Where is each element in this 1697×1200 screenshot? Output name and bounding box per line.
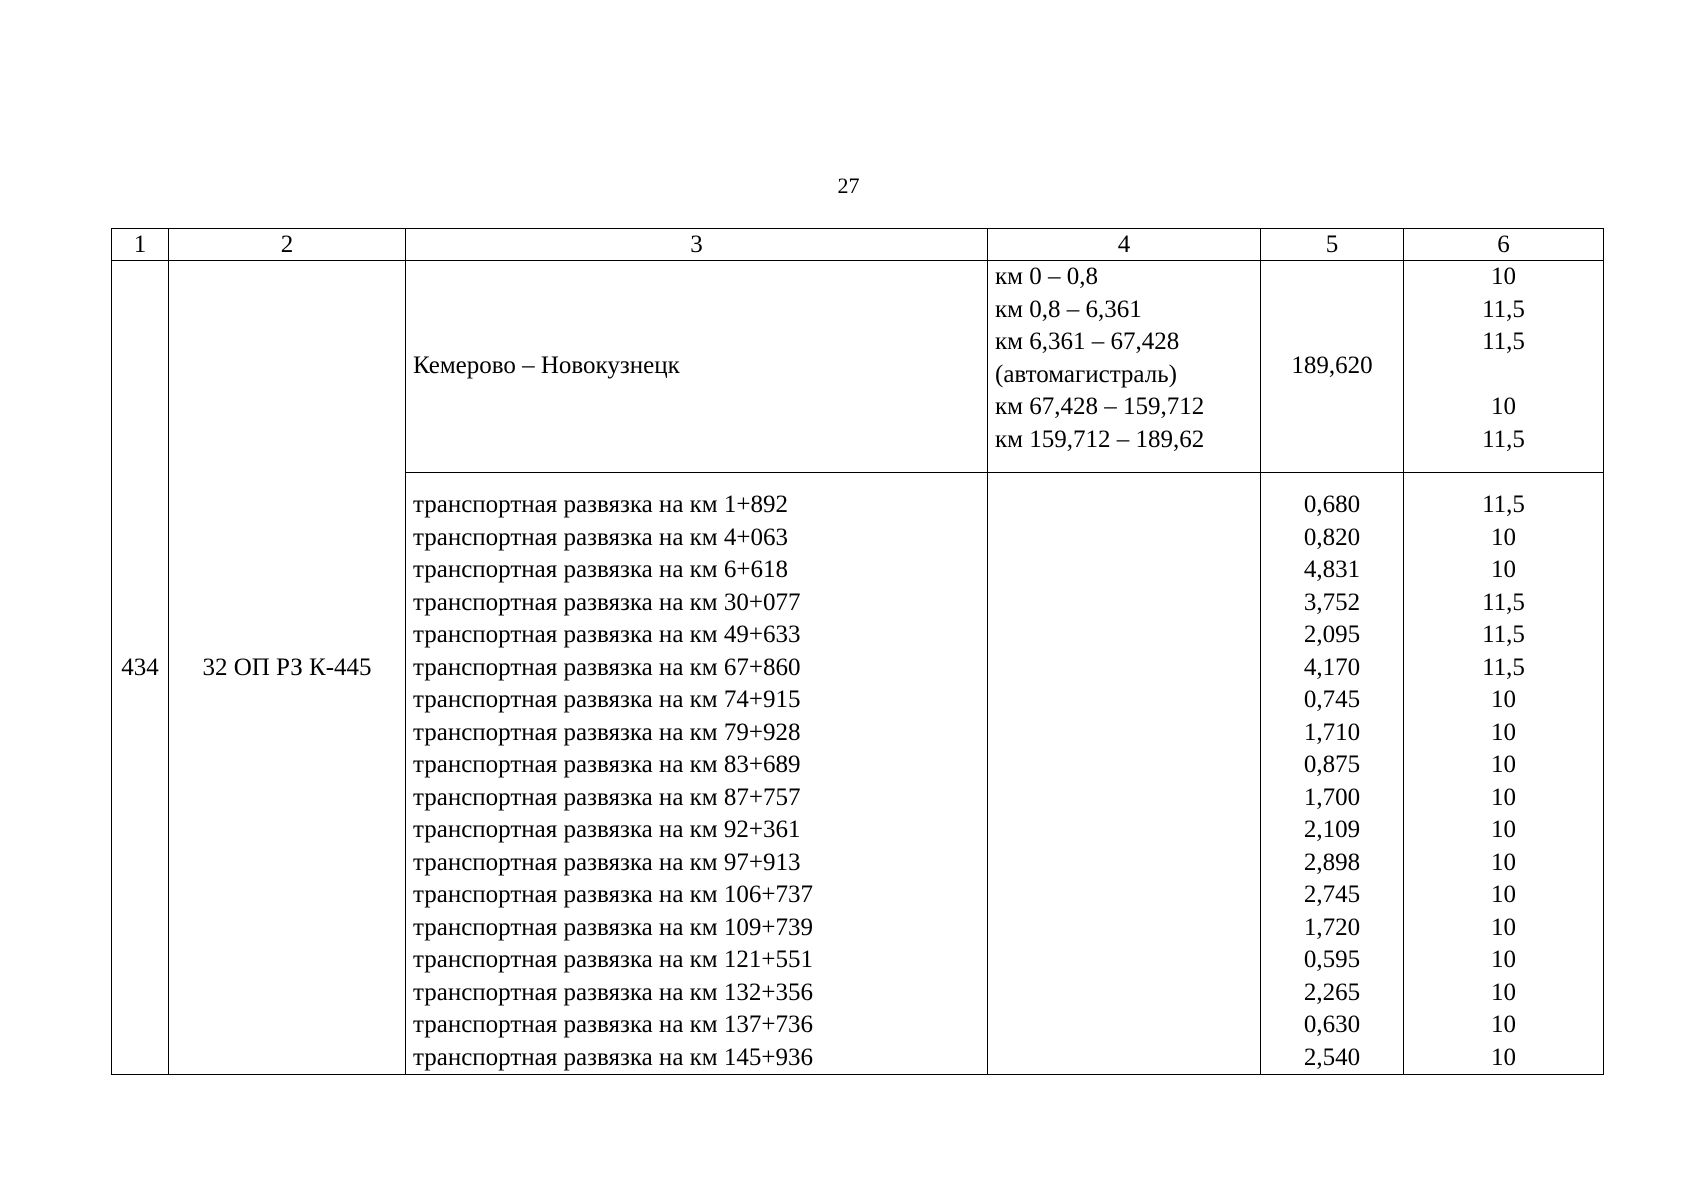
road-length: 189,620 xyxy=(1291,352,1373,380)
interchange-name: транспортная развязка на км 132+356 xyxy=(413,978,813,1006)
interchange-name: транспортная развязка на км 145+936 xyxy=(413,1043,813,1071)
interchange-values-cell xyxy=(1404,473,1604,1075)
interchange-lengths-cell xyxy=(1261,473,1404,1075)
interchange-name: транспортная развязка на км 92+361 xyxy=(413,816,801,843)
interchange-name: транспортная развязка на км 1+892 xyxy=(413,491,788,518)
interchange-length: 1,710 xyxy=(1303,718,1361,746)
interchange-value: 10 xyxy=(1491,978,1516,1006)
section-range: км 0 – 0,8 xyxy=(995,263,1098,290)
interchange-value: 10 xyxy=(1491,848,1516,876)
road-name-cell xyxy=(406,261,988,473)
interchange-name: транспортная развязка на км 67+860 xyxy=(413,653,801,681)
interchange-length: 0,680 xyxy=(1303,491,1361,518)
interchange-length: 4,170 xyxy=(1303,653,1361,681)
header-cell: 1 xyxy=(112,229,169,261)
header-cell: 3 xyxy=(406,229,988,261)
interchange-value: 11,5 xyxy=(1482,653,1525,681)
interchange-values-list xyxy=(1404,489,1603,1074)
interchange-name: транспортная развязка на км 49+633 xyxy=(413,621,801,648)
section-range: км 0,8 – 6,361 xyxy=(995,295,1142,323)
interchange-length: 2,540 xyxy=(1303,1043,1361,1071)
interchange-name: транспортная развязка на км 97+913 xyxy=(413,848,801,876)
interchange-value: 10 xyxy=(1491,751,1516,778)
interchange-value: 10 xyxy=(1491,1043,1516,1071)
interchange-value: 10 xyxy=(1491,1011,1516,1038)
section-value: 11,5 xyxy=(1482,328,1525,355)
interchange-name: транспортная развязка на км 121+551 xyxy=(413,946,813,973)
road-register-table xyxy=(111,228,1604,1075)
interchange-value: 11,5 xyxy=(1482,491,1525,518)
interchange-length: 2,095 xyxy=(1303,621,1361,648)
interchange-names-cell xyxy=(406,473,988,1075)
header-cell: 6 xyxy=(1404,229,1604,261)
interchange-name: транспортная развязка на км 109+739 xyxy=(413,913,813,941)
section-value: 10 xyxy=(1491,263,1516,290)
interchange-value: 10 xyxy=(1491,816,1516,843)
section-values-cell xyxy=(1404,261,1604,473)
interchange-length: 2,745 xyxy=(1303,881,1361,908)
interchange-names-list xyxy=(413,489,987,1074)
interchange-value: 10 xyxy=(1491,686,1516,713)
header-cell: 4 xyxy=(988,229,1261,261)
interchange-value: 10 xyxy=(1491,913,1516,941)
section-range: (автомагистраль) xyxy=(995,360,1177,388)
section-value xyxy=(1404,359,1603,392)
interchange-length: 0,820 xyxy=(1303,523,1361,551)
road-id: 32 ОП РЗ К-445 xyxy=(169,261,406,1075)
interchange-length: 3,752 xyxy=(1303,588,1361,616)
interchange-value: 11,5 xyxy=(1482,621,1525,648)
section-range: км 67,428 – 159,712 xyxy=(995,393,1205,420)
interchange-name: транспортная развязка на км 4+063 xyxy=(413,523,788,551)
section-value: 10 xyxy=(1491,393,1516,420)
interchange-name: транспортная развязка на км 79+928 xyxy=(413,718,801,746)
interchange-length: 1,700 xyxy=(1303,783,1361,811)
header-cell: 2 xyxy=(169,229,406,261)
section-values-list xyxy=(1404,261,1603,456)
interchange-empty-cell xyxy=(988,473,1261,1075)
sections-list xyxy=(995,261,1260,456)
interchange-length: 2,109 xyxy=(1303,816,1361,843)
sections-cell xyxy=(988,261,1261,473)
interchange-length: 0,630 xyxy=(1303,1011,1361,1038)
interchange-value: 10 xyxy=(1491,718,1516,746)
interchange-name: транспортная развязка на км 6+618 xyxy=(413,556,788,583)
interchange-length: 2,265 xyxy=(1303,978,1361,1006)
interchange-length: 2,898 xyxy=(1303,848,1361,876)
section-value: 11,5 xyxy=(1482,295,1525,323)
section-range: км 159,712 – 189,62 xyxy=(995,425,1205,453)
interchange-length: 0,745 xyxy=(1303,686,1361,713)
road-name: Кемерово – Новокузнецк xyxy=(413,352,680,380)
interchange-name: транспортная развязка на км 106+737 xyxy=(413,881,813,908)
section-range: км 6,361 – 67,428 xyxy=(995,328,1180,355)
interchange-value: 10 xyxy=(1491,881,1516,908)
interchange-value: 10 xyxy=(1491,946,1516,973)
header-cell: 5 xyxy=(1261,229,1404,261)
interchange-lengths-list xyxy=(1261,489,1403,1074)
interchange-length: 0,595 xyxy=(1303,946,1361,973)
section-value: 11,5 xyxy=(1482,425,1525,453)
interchange-name: транспортная развязка на км 74+915 xyxy=(413,686,801,713)
row-number: 434 xyxy=(112,261,169,1075)
interchange-name: транспортная развязка на км 30+077 xyxy=(413,588,801,616)
interchange-value: 10 xyxy=(1491,783,1516,811)
header-row xyxy=(112,229,1604,261)
interchange-name: транспортная развязка на км 87+757 xyxy=(413,783,801,811)
road-length-cell xyxy=(1261,261,1404,473)
page-number: 27 xyxy=(837,173,860,198)
interchange-value: 11,5 xyxy=(1482,588,1525,616)
interchange-name: транспортная развязка на км 83+689 xyxy=(413,751,801,778)
interchange-length: 4,831 xyxy=(1303,556,1361,583)
interchange-value: 10 xyxy=(1491,523,1516,551)
main-road-row xyxy=(112,261,1604,473)
interchange-length: 1,720 xyxy=(1303,913,1361,941)
interchange-length: 0,875 xyxy=(1303,751,1361,778)
interchange-name: транспортная развязка на км 137+736 xyxy=(413,1011,813,1038)
interchange-value: 10 xyxy=(1491,556,1516,583)
